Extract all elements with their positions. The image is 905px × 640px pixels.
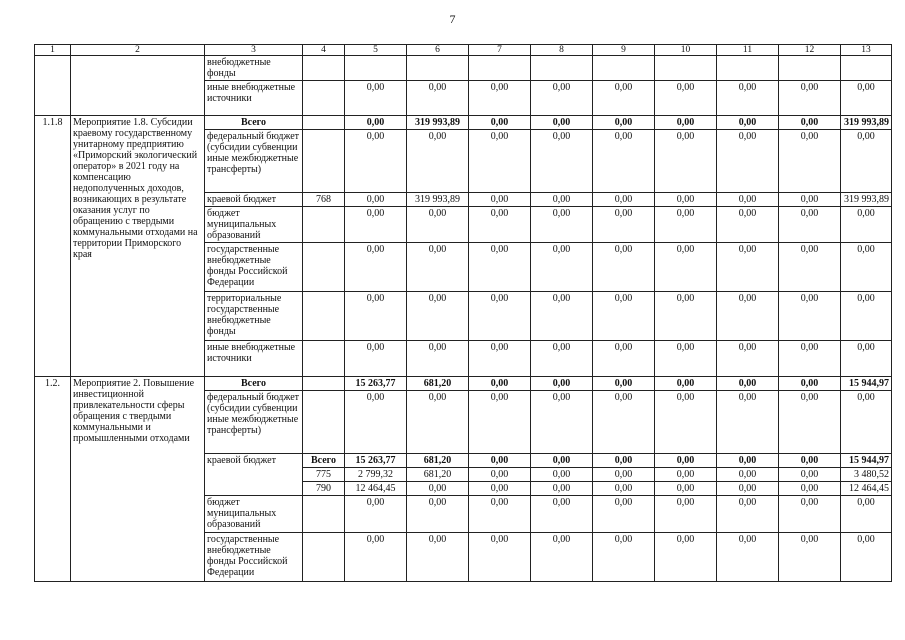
value-cell: 0,00 xyxy=(655,341,717,377)
value-cell: 0,00 xyxy=(779,81,841,116)
value-cell: 0,00 xyxy=(345,193,407,207)
index-cell: 1.2. xyxy=(35,377,71,582)
value-cell: 0,00 xyxy=(779,130,841,193)
value-cell: 0,00 xyxy=(717,116,779,130)
value-cell: 0,00 xyxy=(531,193,593,207)
code-cell xyxy=(303,341,345,377)
value-cell: 0,00 xyxy=(655,243,717,292)
code-cell xyxy=(303,292,345,341)
header-cell: 10 xyxy=(655,45,717,56)
value-cell: 0,00 xyxy=(717,207,779,243)
value-cell: 0,00 xyxy=(531,454,593,468)
value-cell: 0,00 xyxy=(593,193,655,207)
value-cell: 0,00 xyxy=(345,341,407,377)
value-cell: 0,00 xyxy=(469,116,531,130)
value-cell: 0,00 xyxy=(779,193,841,207)
value-cell: 0,00 xyxy=(779,207,841,243)
value-cell: 0,00 xyxy=(345,116,407,130)
table-row xyxy=(35,377,892,391)
value-cell: 0,00 xyxy=(779,377,841,391)
code-cell xyxy=(303,130,345,193)
header-cell: 2 xyxy=(71,45,205,56)
value-cell: 0,00 xyxy=(531,341,593,377)
code-cell xyxy=(303,56,345,81)
value-cell: 0,00 xyxy=(841,496,892,533)
value-cell: 0,00 xyxy=(593,81,655,116)
source-cell: краевой бюджет xyxy=(205,454,303,496)
code-cell xyxy=(303,243,345,292)
value-cell: 0,00 xyxy=(345,533,407,582)
value-cell: 0,00 xyxy=(841,533,892,582)
value-cell: 0,00 xyxy=(655,377,717,391)
value-cell: 681,20 xyxy=(407,468,469,482)
value-cell: 0,00 xyxy=(779,341,841,377)
value-cell: 0,00 xyxy=(655,193,717,207)
header-cell: 12 xyxy=(779,45,841,56)
value-cell: 0,00 xyxy=(593,130,655,193)
value-cell: 0,00 xyxy=(717,81,779,116)
value-cell: 0,00 xyxy=(779,391,841,454)
value-cell: 0,00 xyxy=(469,81,531,116)
value-cell: 0,00 xyxy=(593,482,655,496)
value-cell: 0,00 xyxy=(779,454,841,468)
value-cell: 0,00 xyxy=(655,292,717,341)
value-cell: 0,00 xyxy=(345,391,407,454)
value-cell: 0,00 xyxy=(779,468,841,482)
total-label: Всего xyxy=(205,377,303,391)
value-cell: 0,00 xyxy=(655,81,717,116)
header-cell: 7 xyxy=(469,45,531,56)
value-cell: 0,00 xyxy=(531,496,593,533)
value-cell: 0,00 xyxy=(469,482,531,496)
value-cell: 0,00 xyxy=(779,243,841,292)
value-cell: 12 464,45 xyxy=(841,482,892,496)
code-cell xyxy=(303,377,345,391)
value-cell: 0,00 xyxy=(779,533,841,582)
value-cell: 0,00 xyxy=(655,391,717,454)
value-cell: 15 944,97 xyxy=(841,454,892,468)
value-cell: 0,00 xyxy=(469,130,531,193)
value-cell: 0,00 xyxy=(717,193,779,207)
value-cell: 0,00 xyxy=(469,292,531,341)
value-cell: 0,00 xyxy=(593,454,655,468)
value-cell: 0,00 xyxy=(407,533,469,582)
value-cell: 15 944,97 xyxy=(841,377,892,391)
value-cell: 0,00 xyxy=(841,292,892,341)
value-cell: 0,00 xyxy=(345,207,407,243)
value-cell: 3 480,52 xyxy=(841,468,892,482)
value-cell: 0,00 xyxy=(531,468,593,482)
value-cell: 0,00 xyxy=(655,207,717,243)
table-row xyxy=(35,56,892,81)
value-cell: 0,00 xyxy=(593,377,655,391)
code-cell xyxy=(303,496,345,533)
code-cell: Всего xyxy=(303,454,345,468)
code-cell: 790 xyxy=(303,482,345,496)
source-cell: внебюджетные фонды xyxy=(205,56,303,81)
value-cell: 0,00 xyxy=(469,207,531,243)
header-cell: 9 xyxy=(593,45,655,56)
value-cell: 0,00 xyxy=(655,454,717,468)
table-row xyxy=(35,116,892,130)
value-cell: 0,00 xyxy=(469,377,531,391)
value-cell: 0,00 xyxy=(407,482,469,496)
code-cell: 768 xyxy=(303,193,345,207)
header-cell: 4 xyxy=(303,45,345,56)
value-cell: 0,00 xyxy=(469,193,531,207)
value-cell: 0,00 xyxy=(717,341,779,377)
value-cell: 0,00 xyxy=(469,391,531,454)
value-cell: 0,00 xyxy=(655,482,717,496)
value-cell: 0,00 xyxy=(469,496,531,533)
value-cell: 0,00 xyxy=(407,496,469,533)
value-cell: 0,00 xyxy=(407,207,469,243)
header-cell: 11 xyxy=(717,45,779,56)
code-cell xyxy=(303,533,345,582)
header-cell: 13 xyxy=(841,45,892,56)
value-cell: 319 993,89 xyxy=(841,193,892,207)
value-cell: 0,00 xyxy=(531,116,593,130)
source-cell: иные внебюджетные источники xyxy=(205,341,303,377)
code-cell xyxy=(303,116,345,130)
value-cell: 0,00 xyxy=(593,116,655,130)
value-cell: 0,00 xyxy=(531,243,593,292)
source-cell: краевой бюджет xyxy=(205,193,303,207)
value-cell: 0,00 xyxy=(469,533,531,582)
value-cell: 0,00 xyxy=(407,292,469,341)
source-cell: государственные внебюджетные фонды Российской Федерации xyxy=(205,533,303,582)
header-row xyxy=(35,45,892,56)
value-cell: 0,00 xyxy=(593,468,655,482)
header-cell: 5 xyxy=(345,45,407,56)
value-cell: 0,00 xyxy=(717,130,779,193)
value-cell: 0,00 xyxy=(345,81,407,116)
value-cell: 0,00 xyxy=(407,391,469,454)
header-cell: 3 xyxy=(205,45,303,56)
source-cell: федеральный бюджет (субсидии субвенции иные межбюджетные трансферты) xyxy=(205,130,303,193)
value-cell: 0,00 xyxy=(531,292,593,341)
code-cell xyxy=(303,391,345,454)
source-cell: государственные внебюджетные фонды Российской Федерации xyxy=(205,243,303,292)
value-cell: 0,00 xyxy=(469,454,531,468)
index-cell: 1.1.8 xyxy=(35,116,71,377)
value-cell: 681,20 xyxy=(407,454,469,468)
value-cell: 2 799,32 xyxy=(345,468,407,482)
code-cell: 775 xyxy=(303,468,345,482)
source-cell: федеральный бюджет (субсидии субвенции иные межбюджетные трансферты) xyxy=(205,391,303,454)
value-cell: 0,00 xyxy=(593,533,655,582)
source-cell: иные внебюджетные источники xyxy=(205,81,303,116)
value-cell: 0,00 xyxy=(841,341,892,377)
value-cell: 0,00 xyxy=(717,391,779,454)
value-cell: 0,00 xyxy=(717,243,779,292)
source-cell: бюджет муниципальных образований xyxy=(205,207,303,243)
value-cell: 319 993,89 xyxy=(407,193,469,207)
value-cell: 12 464,45 xyxy=(345,482,407,496)
value-cell: 0,00 xyxy=(345,130,407,193)
value-cell: 0,00 xyxy=(345,496,407,533)
name-cell xyxy=(71,56,205,116)
source-cell: территориальные государственные внебюджетные фонды xyxy=(205,292,303,341)
value-cell: 0,00 xyxy=(841,391,892,454)
budget-table xyxy=(34,44,892,582)
value-cell: 0,00 xyxy=(655,533,717,582)
source-cell: бюджет муниципальных образований xyxy=(205,496,303,533)
value-cell: 0,00 xyxy=(779,496,841,533)
value-cell: 0,00 xyxy=(655,130,717,193)
value-cell: 0,00 xyxy=(717,533,779,582)
index-cell xyxy=(35,56,71,116)
value-cell: 0,00 xyxy=(593,207,655,243)
value-cell: 0,00 xyxy=(593,496,655,533)
value-cell: 15 263,77 xyxy=(345,454,407,468)
value-cell: 0,00 xyxy=(779,116,841,130)
value-cell: 0,00 xyxy=(655,116,717,130)
value-cell: 0,00 xyxy=(717,496,779,533)
value-cell: 319 993,89 xyxy=(407,116,469,130)
value-cell: 0,00 xyxy=(593,341,655,377)
value-cell: 0,00 xyxy=(841,81,892,116)
value-cell: 0,00 xyxy=(841,243,892,292)
value-cell: 0,00 xyxy=(407,130,469,193)
value-cell: 0,00 xyxy=(717,377,779,391)
value-cell: 0,00 xyxy=(655,496,717,533)
value-cell: 0,00 xyxy=(469,468,531,482)
value-cell: 0,00 xyxy=(717,482,779,496)
value-cell: 0,00 xyxy=(717,468,779,482)
value-cell: 15 263,77 xyxy=(345,377,407,391)
value-cell: 0,00 xyxy=(407,341,469,377)
header-cell: 6 xyxy=(407,45,469,56)
value-cell: 681,20 xyxy=(407,377,469,391)
value-cell: 0,00 xyxy=(469,243,531,292)
value-cell: 0,00 xyxy=(531,482,593,496)
value-cell: 0,00 xyxy=(841,130,892,193)
measure-name: Мероприятие 1.8. Субсидии краевому государственному унитарному предприятию «Приморский экологический оператор» в 2021 году на компенсацию недополученных доходов, возникающих в результате оказания услуг по обращению с твердыми коммунальными отходами на территории Приморского края xyxy=(71,116,205,377)
value-cell: 0,00 xyxy=(407,243,469,292)
value-cell: 0,00 xyxy=(779,482,841,496)
value-cell: 0,00 xyxy=(531,391,593,454)
value-cell: 0,00 xyxy=(345,292,407,341)
header-cell: 8 xyxy=(531,45,593,56)
value-cell: 0,00 xyxy=(717,454,779,468)
value-cell: 0,00 xyxy=(531,207,593,243)
value-cell: 0,00 xyxy=(655,468,717,482)
value-cell: 0,00 xyxy=(779,292,841,341)
code-cell xyxy=(303,81,345,116)
code-cell xyxy=(303,207,345,243)
value-cell: 0,00 xyxy=(841,207,892,243)
value-cell: 0,00 xyxy=(531,377,593,391)
header-cell: 1 xyxy=(35,45,71,56)
value-cell: 0,00 xyxy=(469,341,531,377)
value-cell: 0,00 xyxy=(593,292,655,341)
value-cell: 0,00 xyxy=(345,243,407,292)
measure-name: Мероприятие 2. Повышение инвестиционной привлекательности сферы обращения с твердыми коммунальными и промышленными отходами xyxy=(71,377,205,582)
value-cell: 0,00 xyxy=(593,243,655,292)
total-label: Всего xyxy=(205,116,303,130)
value-cell: 319 993,89 xyxy=(841,116,892,130)
value-cell: 0,00 xyxy=(531,130,593,193)
value-cell: 0,00 xyxy=(593,391,655,454)
page-number: 7 xyxy=(449,12,456,26)
value-cell: 0,00 xyxy=(717,292,779,341)
value-cell: 0,00 xyxy=(407,81,469,116)
value-cell: 0,00 xyxy=(531,533,593,582)
value-cell: 0,00 xyxy=(531,81,593,116)
